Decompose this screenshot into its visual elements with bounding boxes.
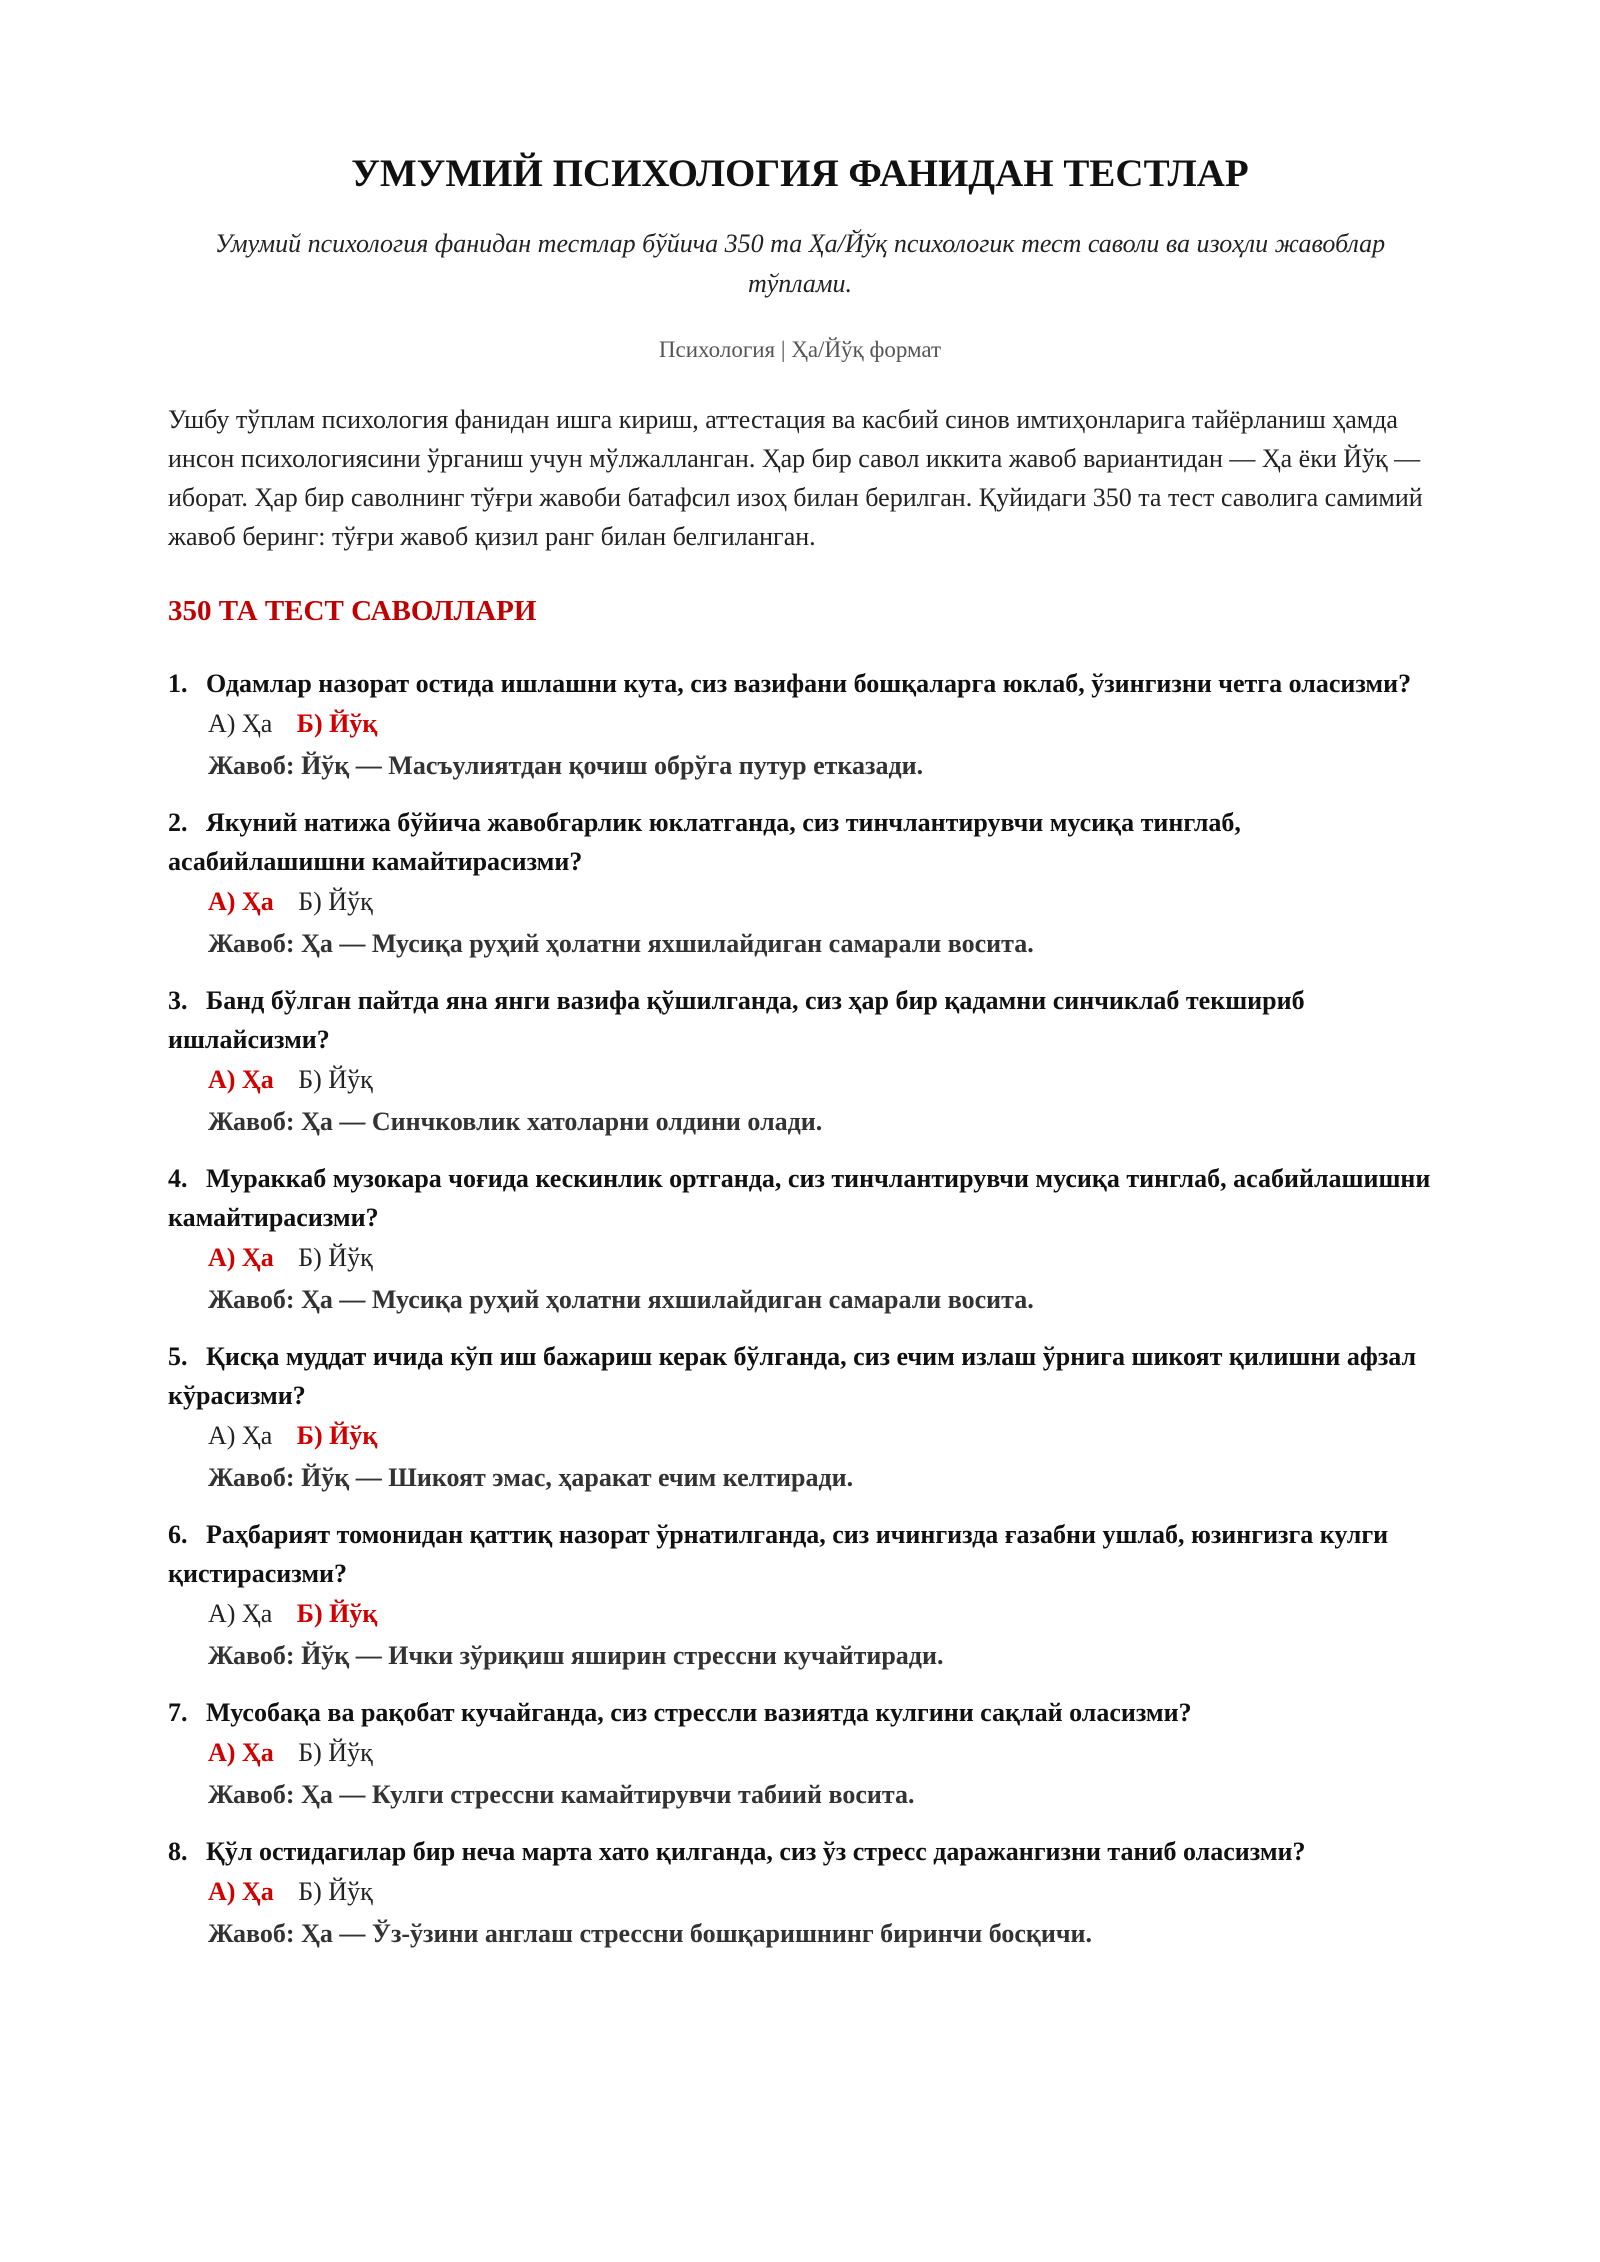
answer-options xyxy=(208,703,1432,745)
question-body: Раҳбарият томонидан қаттиқ назорат ўрнатилганда, сиз ичингизда ғазабни ушлаб, юзингизга кулги қистирасизми? xyxy=(168,1520,1389,1588)
question-number: 6. xyxy=(168,1520,188,1549)
section-heading: 350 ТА ТЕСТ САВОЛЛАРИ xyxy=(168,595,537,627)
option-yes[interactable]: А) Ҳа xyxy=(208,1599,273,1628)
question-body: Банд бўлган пайтда яна янги вазифа қўшилганда, сиз ҳар бир қадамни синчиклаб текшириб ишлайсизми? xyxy=(168,986,1305,1054)
question-text xyxy=(168,1515,1432,1593)
option-no[interactable]: Б) Йўқ xyxy=(298,1243,373,1272)
option-yes[interactable]: А) Ҳа xyxy=(208,1877,274,1906)
intro-paragraph: Ушбу тўплам психология фанидан ишга кириш, аттестация ва касбий синов имтиҳонларига тайёрланиш ҳамда инсон психологиясини ўрганиш учун мўлжалланган. Ҳар бир савол иккита жавоб вариантидан — Ҳа ёки Йўқ — иборат. Ҳар бир саволнинг тўғри жавоби батафсил изоҳ билан берилган. Қуйидаги 350 та тест саволига самимий жавоб беринг: тўғри жавоб қизил ранг билан белгиланган. xyxy=(168,405,1423,551)
question-item xyxy=(168,1159,1432,1321)
answer-explanation: Жавоб: Йўқ — Масъулиятдан қочиш обрўга путур етказади. xyxy=(208,751,924,780)
question-number: 5. xyxy=(168,1342,188,1371)
answer-options xyxy=(208,1871,1432,1913)
question-text xyxy=(168,1159,1432,1237)
page-title: УМУМИЙ ПСИХОЛОГИЯ ФАНИДАН ТЕСТЛАР xyxy=(351,152,1249,195)
question-text xyxy=(168,664,1432,703)
option-no[interactable]: Б) Йўқ xyxy=(298,1877,373,1906)
answer-explanation: Жавоб: Ҳа — Синчковлик хатоларни олдини олади. xyxy=(208,1107,823,1136)
question-number: 2. xyxy=(168,808,188,837)
answer-explanation: Жавоб: Ҳа — Ўз-ўзини англаш стрессни бошқаришнинг биринчи босқичи. xyxy=(208,1919,1092,1948)
question-item xyxy=(168,1337,1432,1499)
question-number: 4. xyxy=(168,1164,188,1193)
question-text xyxy=(168,803,1432,881)
question-body: Қисқа муддат ичида кўп иш бажариш керак бўлганда, сиз ечим излаш ўрнига шикоят қилишни афзал кўрасизми? xyxy=(168,1342,1417,1410)
question-text xyxy=(168,1693,1432,1732)
question-item xyxy=(168,981,1432,1143)
question-body: Мусобақа ва рақобат кучайганда, сиз стрессли вазиятда кулгини сақлай оласизми? xyxy=(206,1698,1192,1727)
question-item xyxy=(168,1515,1432,1677)
answer-options xyxy=(208,1059,1432,1101)
option-yes[interactable]: А) Ҳа xyxy=(208,1421,273,1450)
option-no[interactable]: Б) Йўқ xyxy=(296,709,378,738)
answer-explanation: Жавоб: Ҳа — Кулги стрессни камайтирувчи табиий восита. xyxy=(208,1780,915,1809)
option-yes[interactable]: А) Ҳа xyxy=(208,1243,274,1272)
question-body: Қўл остидагилар бир неча марта хато қилганда, сиз ўз стресс даражангизни таниб оласизми? xyxy=(206,1837,1306,1866)
answer-options xyxy=(208,1237,1432,1279)
question-number: 8. xyxy=(168,1837,188,1866)
answer-explanation: Жавоб: Йўқ — Шикоят эмас, ҳаракат ечим келтиради. xyxy=(208,1463,854,1492)
answer-options xyxy=(208,1593,1432,1635)
question-list xyxy=(168,664,1432,1955)
option-yes[interactable]: А) Ҳа xyxy=(208,1738,274,1767)
question-text xyxy=(168,1832,1432,1871)
option-no[interactable]: Б) Йўқ xyxy=(298,1738,373,1767)
answer-options xyxy=(208,1415,1432,1457)
page-subtitle: Умумий психология фанидан тестлар бўйича 350 та Ҳа/Йўқ психологик тест саволи ва изоҳли жавоблар тўплами. xyxy=(214,229,1386,298)
answer-options xyxy=(208,1732,1432,1774)
question-number: 1. xyxy=(168,669,188,698)
option-yes[interactable]: А) Ҳа xyxy=(208,887,274,916)
answer-explanation: Жавоб: Ҳа — Мусиқа руҳий ҳолатни яхшилайдиган самарали восита. xyxy=(208,1285,1034,1314)
question-item xyxy=(168,1832,1432,1955)
question-item xyxy=(168,1693,1432,1816)
question-item xyxy=(168,664,1432,787)
answer-explanation: Жавоб: Ҳа — Мусиқа руҳий ҳолатни яхшилайдиган самарали восита. xyxy=(208,929,1034,958)
answer-options xyxy=(208,881,1432,923)
answer-explanation: Жавоб: Йўқ — Ички зўриқиш яширин стрессни кучайтиради. xyxy=(208,1641,944,1670)
question-body: Мураккаб музокара чоғида кескинлик ортганда, сиз тинчлантирувчи мусиқа тинглаб, асабийлашишни камайтирасизми? xyxy=(168,1164,1431,1232)
question-number: 7. xyxy=(168,1698,188,1727)
option-no[interactable]: Б) Йўқ xyxy=(296,1599,378,1628)
page-meta: Психология | Ҳа/Йўқ формат xyxy=(658,337,942,362)
question-body: Якуний натижа бўйича жавобгарлик юклатганда, сиз тинчлантирувчи мусиқа тинглаб, асабийлашишни камайтирасизми? xyxy=(168,808,1241,876)
question-number: 3. xyxy=(168,986,188,1015)
option-yes[interactable]: А) Ҳа xyxy=(208,709,273,738)
question-item xyxy=(168,803,1432,965)
question-body: Одамлар назорат остида ишлашни кута, сиз вазифани бошқаларга юклаб, ўзингизни четга оласизми? xyxy=(206,669,1412,698)
option-no[interactable]: Б) Йўқ xyxy=(298,1065,373,1094)
question-text xyxy=(168,981,1432,1059)
option-no[interactable]: Б) Йўқ xyxy=(296,1421,378,1450)
question-text xyxy=(168,1337,1432,1415)
option-yes[interactable]: А) Ҳа xyxy=(208,1065,274,1094)
option-no[interactable]: Б) Йўқ xyxy=(298,887,373,916)
